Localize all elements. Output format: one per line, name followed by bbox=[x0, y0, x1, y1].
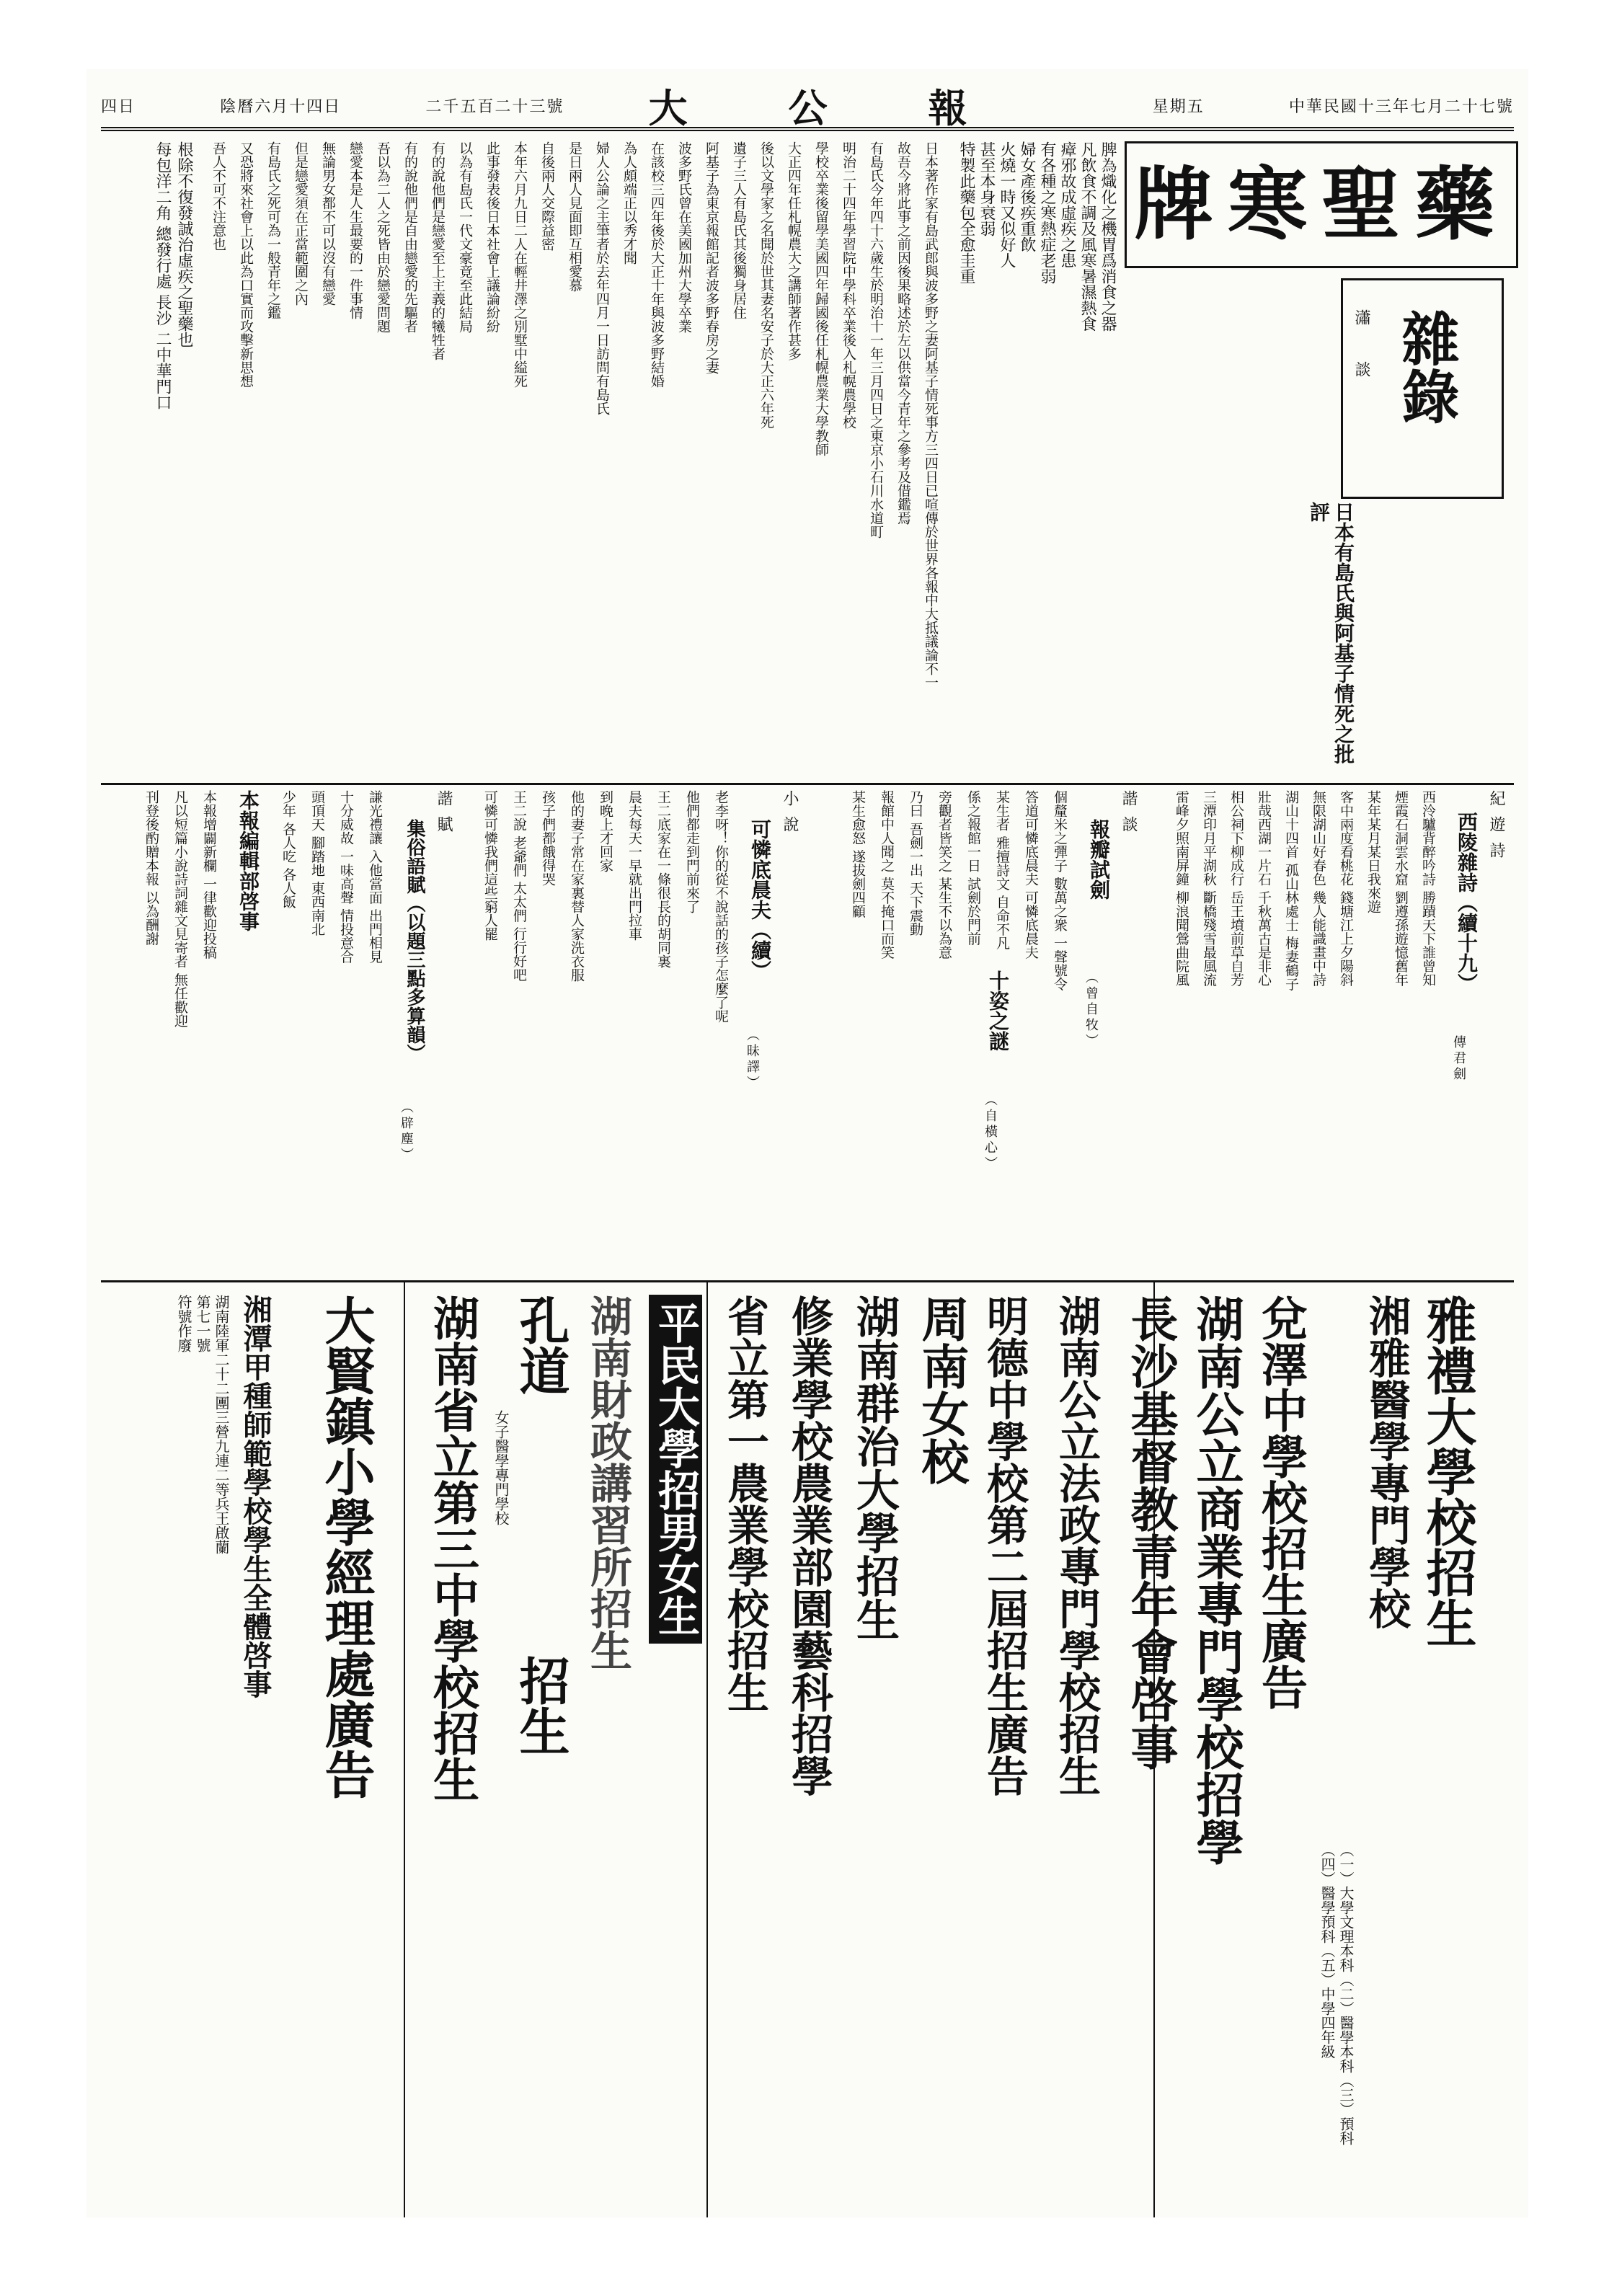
ten-words-title: 十姿之謎 bbox=[986, 970, 1010, 1051]
kongdao-ad-title2: 招生 bbox=[511, 1655, 571, 1756]
fu-title: 集俗語賦（以題三點多算韻） bbox=[404, 819, 425, 1063]
novel-line: 晨夫每天一早就出門拉車 bbox=[626, 790, 642, 941]
miscellany-col: 遺子三人有島氏其後獨身居住 bbox=[731, 141, 747, 319]
banner-columns-left bbox=[87, 141, 195, 776]
fu-header: 諧賦 bbox=[435, 790, 453, 842]
miscellany-col: 明治二十四年學習院中學科卒業後入札幌農學校 bbox=[841, 141, 856, 429]
notice-title: 本報編輯部啓事 bbox=[236, 790, 260, 931]
column-divider bbox=[706, 1280, 708, 2217]
masthead bbox=[101, 84, 1514, 131]
fu-line: 頭頂天 腳踏地 東西南北 bbox=[309, 790, 325, 936]
xiangtan-ad-details bbox=[173, 1295, 231, 2203]
miscellany-col: 吾以為二人之死皆由於戀愛問題 bbox=[375, 141, 391, 333]
section-rule bbox=[101, 783, 1514, 785]
miscellany-col: 以為有島氏一代文豪竟至此結局 bbox=[457, 141, 473, 333]
drama-line: 乃曰 吾劍一出 天下震動 bbox=[908, 790, 923, 936]
drama-line: 旁觀者皆笑之 某生不以為意 bbox=[936, 790, 952, 959]
miscellany-title: 日本有島氏與阿基子情死之批評 bbox=[1307, 502, 1355, 764]
novel-byline: （昧譯） bbox=[745, 1028, 760, 1091]
miscellany-col: 自後兩人交際益密 bbox=[539, 141, 555, 251]
novel-line: 老李呀！你的從不說話的孩子怎麼了呢 bbox=[713, 790, 729, 1023]
banner-col: 每包洋二角 總發行處 長沙 二中華門口 bbox=[154, 141, 172, 410]
masthead-weekday: 星期五 bbox=[1152, 97, 1205, 116]
novel-line: 他的妻子常在家裏替人家洗衣服 bbox=[569, 790, 585, 982]
miscellany-col: 又恐將來社會上以此為口實而攻擊新思想 bbox=[238, 141, 254, 388]
masthead-tag: 四日 bbox=[101, 97, 136, 116]
ymca-ad-title: 長沙基督教青年會啓事 bbox=[1122, 1295, 1179, 1770]
yali-ad-title: 雅禮大學校招生 bbox=[1418, 1295, 1478, 1648]
notice-body bbox=[101, 790, 223, 1266]
masthead-date: 中華民國十三年七月二十七號 bbox=[1288, 97, 1514, 116]
xiangtan-detail: 湖南陸軍二十二團三營九連二等兵王啟蘭 bbox=[213, 1295, 230, 1554]
banner-col: 甚至本身衰弱 bbox=[978, 141, 996, 236]
miscellany-col: 本年六月九日二人在輕井澤之別墅中縊死 bbox=[512, 141, 528, 388]
section-rule bbox=[101, 1280, 1514, 1282]
miscellany-col: 後以文學家之名聞於世其妻名安子於大正六年死 bbox=[758, 141, 774, 429]
xiangtan-ad-title: 湘潭甲種師範學校學生全體啓事 bbox=[239, 1295, 272, 1698]
poem-line: 壯哉西湖一片石 千秋萬古是非心 bbox=[1256, 790, 1272, 987]
fu-body bbox=[267, 790, 389, 1129]
dajian-ad-title: 大賢鎮小學經理處廣告 bbox=[316, 1295, 376, 1799]
miscellany-col: 但是戀愛須在正當範圍之內 bbox=[293, 141, 309, 306]
poem-line: 相公祠下柳成行 岳王墳前草自芳 bbox=[1228, 790, 1244, 987]
poem-line: 西泠驢背醉吟詩 勝蹟天下誰曾知 bbox=[1420, 790, 1436, 987]
miscellany-col: 在該校三四年後於大正十年與波多野結婚 bbox=[649, 141, 665, 388]
poem-line: 雷峰夕照南屏鐘 柳浪聞鶯曲院風 bbox=[1174, 790, 1189, 987]
miscellany-byline: 瀟 談 bbox=[1352, 309, 1370, 387]
banner-title: 牌寒聖藥 bbox=[1134, 158, 1509, 251]
miscellany-col: 戀愛本是人生最要的一件事情 bbox=[347, 141, 363, 319]
poems-body bbox=[1168, 790, 1442, 1266]
drama-line: 答道可憐底晨夫 可憐底晨夫 bbox=[1023, 790, 1039, 959]
column-divider bbox=[1153, 1280, 1155, 2217]
novel-body bbox=[469, 790, 735, 1266]
banner-col: 瘴邪故成虛疾之患 bbox=[1058, 141, 1076, 268]
novel-line: 到晚上才回家 bbox=[598, 790, 613, 872]
pingmin-ad-title: 平民大學招男女生 bbox=[649, 1295, 702, 1644]
miscellany-col: 吾人不可不注意也 bbox=[210, 141, 226, 251]
banner-box bbox=[1125, 141, 1518, 268]
drama-header: 諧談 bbox=[1120, 790, 1138, 842]
miscellany-col: 有島氏之死可為一般青年之鑑 bbox=[265, 141, 281, 319]
yali-ad-subtitle: 湘雅醫學專門學校 bbox=[1362, 1295, 1411, 1629]
drama-line: 報館中人聞之 莫不掩口而笑 bbox=[879, 790, 895, 959]
banner-col: 火燒一時又似好人 bbox=[998, 141, 1016, 268]
ten-words-byline: （自橫心） bbox=[983, 1093, 998, 1172]
novel-line: 王二底家在一條很長的胡同裏 bbox=[655, 790, 671, 968]
first-agri-ad-title: 省立第一農業學校招生 bbox=[720, 1295, 769, 1713]
banner-col: 有各種之寒熱症老弱 bbox=[1038, 141, 1056, 284]
miscellany-col: 日本著作家有島武郎與波多野之妻阿基子情死事方三四日已喧傳於世界各報中大抵議論不一 bbox=[923, 141, 939, 689]
miscellany-col: 此事發表後日本社會上議論紛紛 bbox=[484, 141, 500, 333]
miscellany-col: 波多野氏曾在美國加州大學卒業 bbox=[676, 141, 692, 333]
qunzhi-ad-title: 湖南群治大學招生 bbox=[849, 1295, 900, 1641]
drama-title: 報瓣試劍 bbox=[1087, 819, 1111, 900]
miscellany-col: 有島氏今年四十六歲生於明治十一年三月四日之東京小石川水道町 bbox=[868, 141, 884, 538]
miscellany-col: 無論男女都不可以沒有戀愛 bbox=[320, 141, 336, 306]
masthead-issue: 二千五百二十三號 bbox=[425, 97, 564, 116]
masthead-lunar: 陰曆六月十四日 bbox=[220, 97, 342, 116]
miscellany-col: 有的說他們是自由戀愛的先驅者 bbox=[402, 141, 418, 333]
miscellany-col: 阿基子為東京報館記者波多野春房之妻 bbox=[704, 141, 719, 374]
notice-line: 刊登後酌贈本報 以為酬謝 bbox=[143, 790, 159, 946]
fu-line: 十分威故 一味高聲 情投意合 bbox=[338, 790, 354, 964]
third-middle-ad-title: 湖南省立第三中學校招生 bbox=[425, 1295, 479, 1802]
zhounan-ad-title: 周南女校 bbox=[913, 1295, 970, 1485]
banner-col: 凡飲食不調及風寒暑濕熱食 bbox=[1078, 141, 1096, 332]
poem-line: 煙霞石洞雲水窟 劉遵孫遊憶舊年 bbox=[1393, 790, 1409, 987]
xiangtan-detail: 符號作廢 bbox=[175, 1295, 192, 1352]
novel-line: 王二說 老爺們 太太們 行行好吧 bbox=[511, 790, 527, 982]
banner-col: 脾為熾化之機胃爲消食之器 bbox=[1099, 141, 1117, 332]
drama-line: 個釐米之彈子 數萬之衆 一聲號令 bbox=[1052, 790, 1068, 991]
fu-line: 謙光禮讓 入他當面 出門相見 bbox=[367, 790, 383, 964]
miscellany-col: 大正四年任札幌農大之講師著作甚多 bbox=[786, 141, 802, 360]
poems-byline: 傳君劍 bbox=[1451, 1035, 1466, 1083]
drama-line: 某生愈怒 遂拔劍四顧 bbox=[850, 790, 866, 918]
poem-line: 湖山十四首 孤山林處士 梅妻鶴子 bbox=[1283, 790, 1299, 991]
yali-detail: （四）醫學預科（五）中學四年級 bbox=[1319, 1843, 1336, 2059]
poem-line: 客中兩度看桃花 錢塘江上夕陽斜 bbox=[1338, 790, 1354, 987]
novel-header: 小說 bbox=[781, 790, 799, 842]
drama-byline: （曾自牧） bbox=[1083, 970, 1099, 1050]
miscellany-header-box bbox=[1341, 278, 1504, 499]
poem-line: 三潭印月平湖秋 斷橋殘雪最風流 bbox=[1201, 790, 1217, 987]
xiuye-ad-title: 修業學校農業部園藝科招學 bbox=[784, 1295, 833, 1796]
novel-line: 他們都走到門前來了 bbox=[684, 790, 700, 913]
fu-line: 少年 各人吃 各人飯 bbox=[280, 790, 296, 909]
miscellany-col: 是日兩人見面即互相愛慕 bbox=[567, 141, 582, 292]
masthead-title: 大公報 bbox=[648, 84, 1068, 131]
fu-byline: （辟塵） bbox=[399, 1100, 414, 1163]
novel-title: 可憐底晨夫（續） bbox=[748, 819, 772, 980]
banner-col: 根除不復發誠治虛疾之聖藥也 bbox=[175, 141, 193, 347]
drama-line: 係之報館一日 試劍於門前 bbox=[965, 790, 981, 946]
notice-line: 本報增闢新欄 一律歡迎投稿 bbox=[201, 790, 217, 959]
yali-detail: （一）大學文理本科（二）醫學本科（三）預科 bbox=[1337, 1843, 1355, 2145]
banner-col: 婦女產後疾重飲 bbox=[1018, 141, 1036, 252]
poem-line: 無限湖山好春色 幾人能識畫中詩 bbox=[1311, 790, 1326, 987]
yali-ad-details bbox=[1312, 1843, 1355, 2203]
banner-col: 特製此藥包全愈圭重 bbox=[957, 141, 975, 284]
drama-line: 某生者 雅擅詩文 自命不凡 bbox=[994, 790, 1010, 950]
law-ad-title: 湖南公立法政專門學校招生 bbox=[1052, 1295, 1101, 1796]
novel-line: 可憐可憐我們這些窮人罷 bbox=[482, 790, 498, 941]
poem-line: 某年某月某日我來遊 bbox=[1365, 790, 1381, 913]
miscellany-col: 為人頗端正以秀才聞 bbox=[621, 141, 637, 265]
miscellany-col: 故吾今將此事之前因後果略述於左以供當今青年之參考及借鑑焉 bbox=[895, 141, 911, 525]
kongdao-ad-title: 孔道 bbox=[511, 1295, 571, 1396]
commerce-ad-title: 湖南公立商業專門學校招學 bbox=[1188, 1295, 1244, 1866]
miscellany-col: 有的說他們是戀愛至上主義的犧牲者 bbox=[430, 141, 446, 360]
banner-columns bbox=[952, 141, 1117, 776]
finance-ad-title: 湖南財政講習所招生 bbox=[583, 1295, 632, 1671]
miscellany-col: 婦人公論之主筆者於去年四月一日訪問有島氏 bbox=[594, 141, 610, 415]
poems-header: 紀遊詩 bbox=[1487, 790, 1505, 868]
poems-title: 西陵雜詩（續十九） bbox=[1455, 812, 1479, 993]
miscellany-body bbox=[202, 141, 944, 776]
mingde-ad-title: 明德中學校第二屆招生廣告 bbox=[980, 1295, 1029, 1796]
dize-ad-title: 兌澤中學校招生廣告 bbox=[1254, 1295, 1308, 1710]
column-divider bbox=[404, 1280, 405, 2217]
newspaper-page bbox=[87, 69, 1528, 2217]
kongdao-ad-sub2: 女子醫學專門學校 bbox=[492, 1410, 510, 1525]
miscellany-col: 學校卒業後留學美國四年歸國後任札幌農業大學教師 bbox=[813, 141, 829, 456]
notice-line: 凡以短篇小說詩詞雜文見寄者 無任歡迎 bbox=[172, 790, 188, 1028]
drama-body bbox=[815, 790, 1074, 1266]
xiangtan-detail: 第七一號 bbox=[194, 1295, 211, 1352]
miscellany-header: 雜錄 bbox=[1392, 309, 1460, 425]
novel-line: 孩子們都餓得哭 bbox=[540, 790, 556, 886]
